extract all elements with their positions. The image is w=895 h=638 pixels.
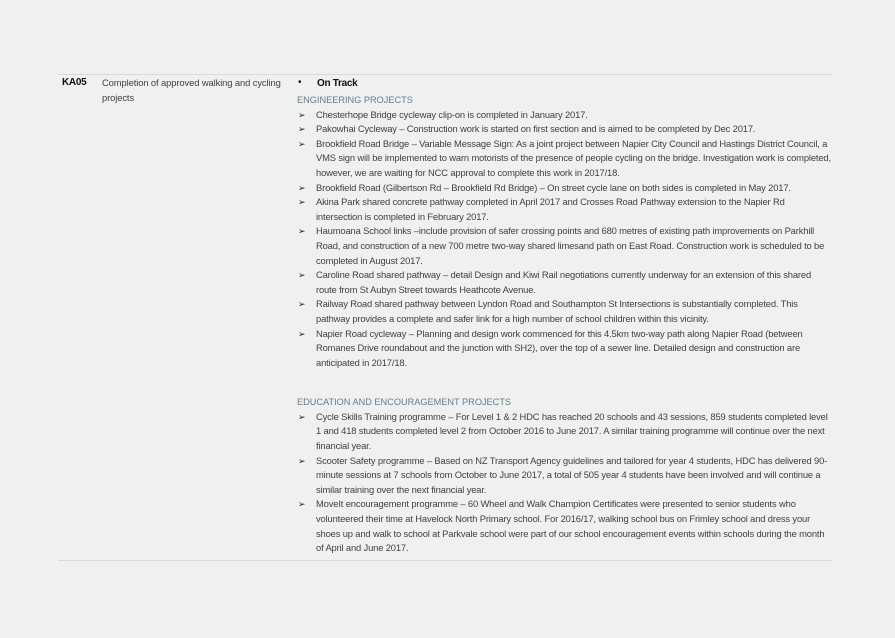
list-item-text: Railway Road shared pathway between Lyndon Road and Southampton St Intersections is substantially completed. This pathway provides a complete and safer link for a high number of school children within this vicinity. <box>316 298 798 324</box>
education-list <box>297 410 831 556</box>
row-description: Completion of approved walking and cycling projects <box>102 77 281 103</box>
arrow-bullet-icon: ➢ <box>298 226 306 237</box>
row-code: KA05 <box>62 77 87 88</box>
arrow-bullet-icon: ➢ <box>298 182 306 193</box>
status-line <box>297 76 831 91</box>
arrow-bullet-icon: ➢ <box>298 124 306 135</box>
list-item-text: Brookfield Road (Gilbertson Rd – Brookfield Rd Bridge) – On street cycle lane on both sides is completed in May 2017. <box>316 181 791 193</box>
arrow-bullet-icon: ➢ <box>298 328 306 339</box>
engineering-heading: ENGINEERING PROJECTS <box>297 95 413 105</box>
arrow-bullet-icon: ➢ <box>298 197 306 208</box>
list-item-text: MoveIt encouragement programme – 60 Wheel and Walk Champion Certificates were presented to senior students who volunteered their time at Havelock North Primary school. For 2016/17, walking school bus on Frimley school and dress your shoes up and walk to school at Parkvale school were part of our school encouragement events within schools during the month of April and June 2017. <box>316 498 825 554</box>
list-item <box>297 497 831 555</box>
arrow-bullet-icon: ➢ <box>298 138 306 149</box>
arrow-bullet-icon: ➢ <box>298 411 306 422</box>
list-item <box>297 224 831 268</box>
list-item <box>297 122 831 137</box>
list-item <box>297 410 831 454</box>
list-item <box>297 454 831 498</box>
list-item <box>297 181 831 196</box>
list-item-text: Haumoana School links –include provision of safer crossing points and 680 metres of existing path improvements on Parkhill Road, and construction of a new 700 metre two-way shared limesand path on East Road. Construction work is scheduled to be completed in August 2017. <box>316 225 825 266</box>
list-item-text: Napier Road cycleway – Planning and design work commenced for this 4.5km two-way path along Napier Road (between Romanes Drive roundabout and the junction with SH2), over the top of a sewer line. Detailed design and construction are anticipated in 2017/18. <box>316 327 803 368</box>
engineering-list <box>297 108 831 371</box>
list-item-text: Chesterhope Bridge cycleway clip-on is completed in January 2017. <box>316 108 588 120</box>
list-item <box>297 137 831 181</box>
education-heading: EDUCATION AND ENCOURAGEMENT PROJECTS <box>297 397 512 408</box>
table-top-border <box>58 74 832 75</box>
list-item <box>297 108 831 123</box>
arrow-bullet-icon: ➢ <box>298 499 306 510</box>
list-item-text: Pakowhai Cycleway – Construction work is started on first section and is aimed to be completed by Dec 2017. <box>316 123 756 135</box>
arrow-bullet-icon: ➢ <box>298 455 306 466</box>
list-item <box>297 297 831 326</box>
bullet-icon: • <box>298 77 302 88</box>
list-item-text: Brookfield Road Bridge – Variable Message Sign: As a joint project between Napier City Council and Hastings District Council, a VMS sign will be implemented to warn motorists of the presence of people cycling on the bridge. Investigation work is completed, however, we are waiting for NCC approval to complete this work in 2017/18. <box>316 137 831 178</box>
status-label: On Track <box>317 78 358 89</box>
list-item <box>297 195 831 224</box>
list-item <box>297 268 831 297</box>
row-content <box>297 76 831 556</box>
section-gap <box>297 370 831 395</box>
list-item <box>297 327 831 371</box>
list-item-text: Akina Park shared concrete pathway completed in April 2017 and Crosses Road Pathway extension to the Napier Rd intersection is completed in February 2017. <box>316 196 785 222</box>
arrow-bullet-icon: ➢ <box>298 299 306 310</box>
list-item-text: Scooter Safety programme – Based on NZ Transport Agency guidelines and tailored for year 4 students, HDC has delivered 90-minute sessions at 7 schools from October to June 2017, a total of 505 year 4 students have been involved and will continue a similar training over the next financial year. <box>316 454 828 495</box>
list-item-text: Caroline Road shared pathway – detail Design and Kiwi Rail negotiations currently underway for an extension of this shared route from St Aubyn Street towards Heathcote Avenue. <box>316 269 812 295</box>
arrow-bullet-icon: ➢ <box>298 109 306 120</box>
table-bottom-border <box>58 560 832 561</box>
list-item-text: Cycle Skills Training programme – For Level 1 & 2 HDC has reached 20 schools and 43 sessions, 859 students completed level 1 and 418 students completed level 2 from October 2016 to June 2017. A similar training programme will continue over the next financial year. <box>316 410 828 452</box>
arrow-bullet-icon: ➢ <box>298 270 306 281</box>
